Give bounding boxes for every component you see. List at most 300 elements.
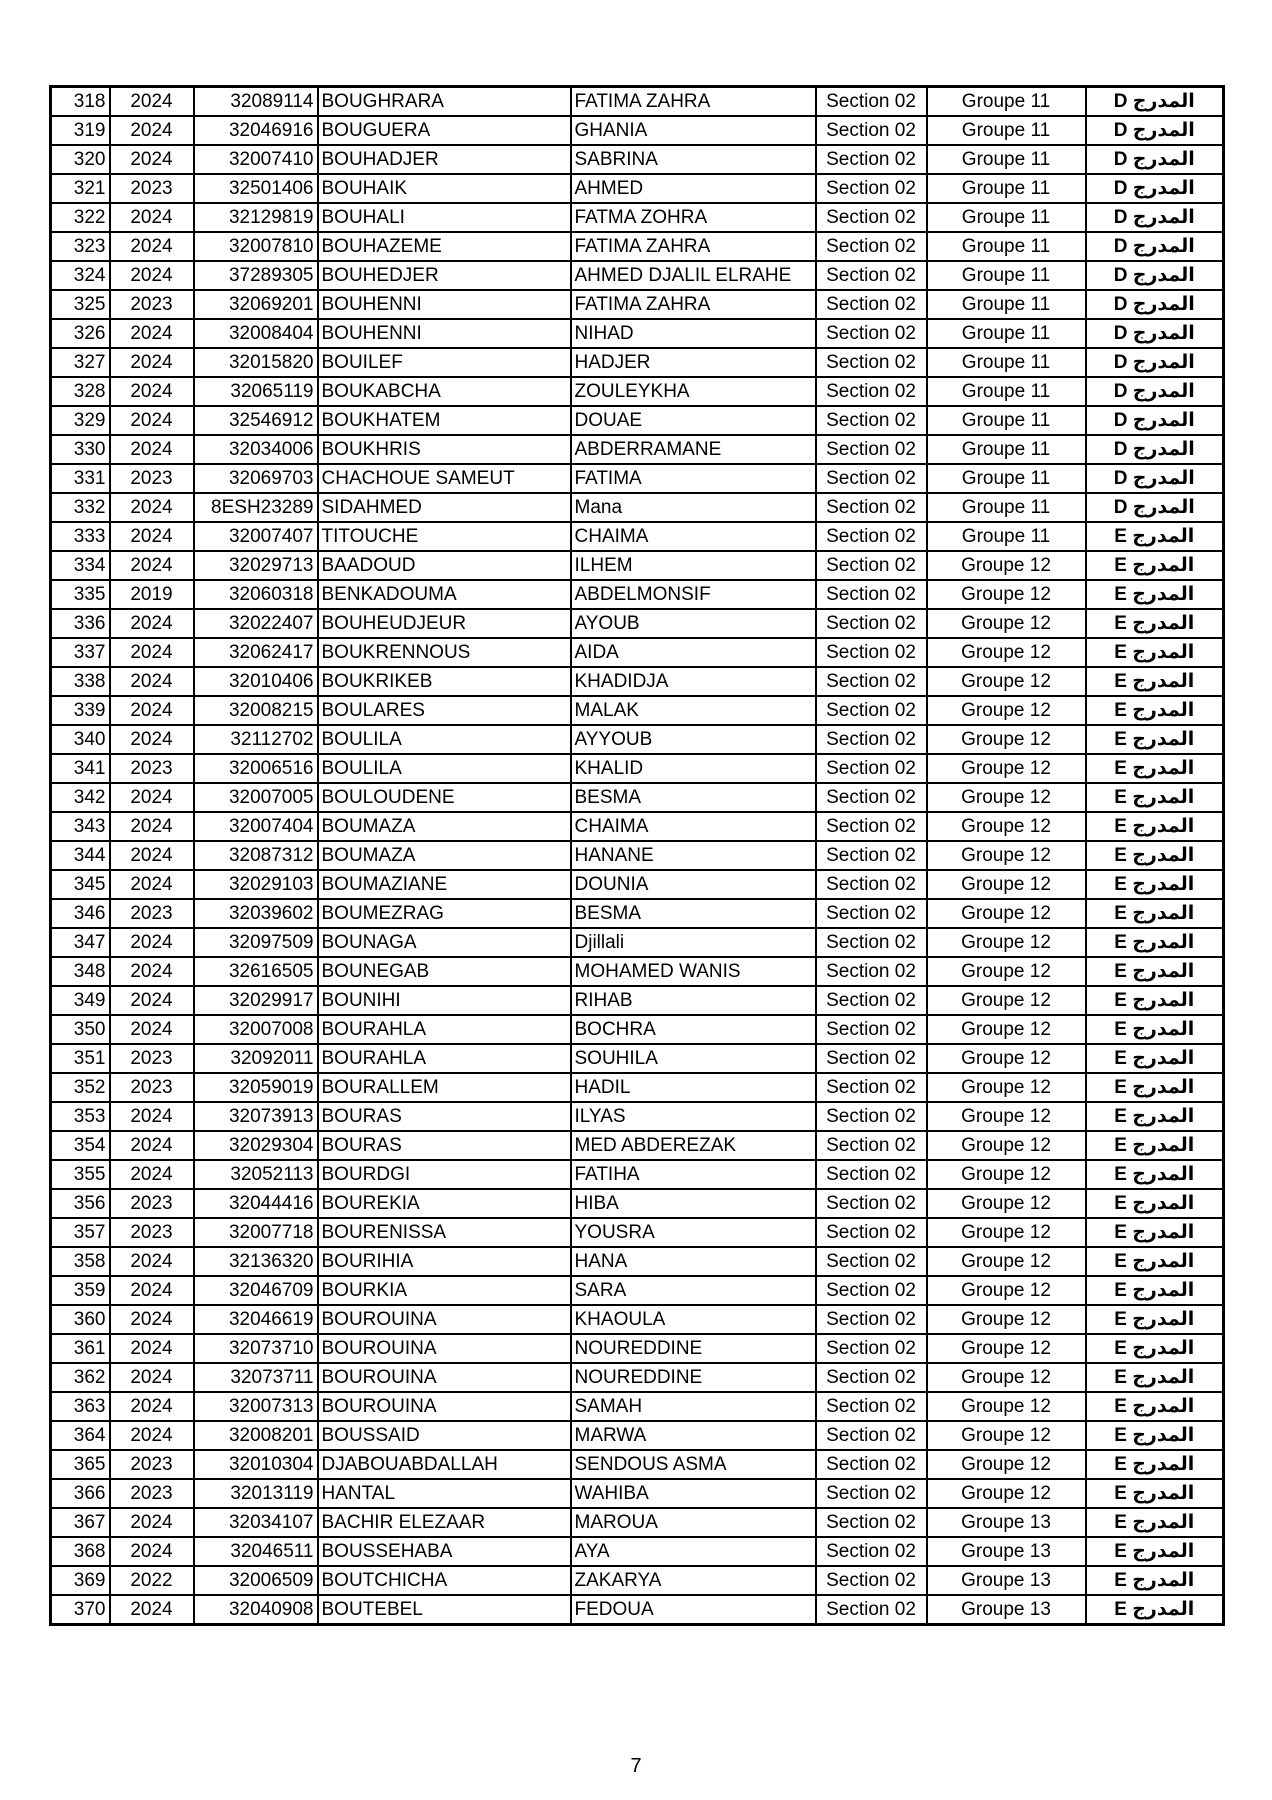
- hall-letter: E: [1114, 1425, 1127, 1446]
- last-name-cell: BOUMEZRAG: [318, 899, 571, 928]
- matricule-cell: 32015820: [194, 348, 318, 377]
- hall-label: المدرج: [1132, 932, 1195, 953]
- hall-label: المدرج: [1132, 1512, 1195, 1533]
- year-cell: 2024: [110, 1595, 194, 1625]
- table-row: [51, 725, 1224, 754]
- hall-cell: [1086, 348, 1224, 377]
- hall-label: المدرج: [1132, 874, 1195, 895]
- hall-letter: D: [1113, 120, 1128, 141]
- table-row: [51, 870, 1224, 899]
- row-number-cell: 352: [51, 1073, 110, 1102]
- hall-cell: [1086, 841, 1224, 870]
- first-name-cell: ABDERRAMANE: [571, 435, 816, 464]
- matricule-cell: 32007008: [194, 1015, 318, 1044]
- group-cell: Groupe 12: [927, 899, 1086, 928]
- section-cell: Section 02: [816, 754, 927, 783]
- hall-cell: [1086, 1189, 1224, 1218]
- matricule-cell: 32097509: [194, 928, 318, 957]
- first-name-cell: NIHAD: [571, 319, 816, 348]
- matricule-cell: 37289305: [194, 261, 318, 290]
- hall-label: المدرج: [1132, 1483, 1195, 1504]
- hall-letter: E: [1114, 700, 1127, 721]
- matricule-cell: 32008404: [194, 319, 318, 348]
- hall-label: المدرج: [1132, 1019, 1195, 1040]
- group-cell: Groupe 11: [927, 174, 1086, 203]
- row-number-cell: 327: [51, 348, 110, 377]
- hall-letter: E: [1114, 1106, 1127, 1127]
- year-cell: 2024: [110, 957, 194, 986]
- last-name-cell: BOULOUDENE: [318, 783, 571, 812]
- hall-cell: [1086, 725, 1224, 754]
- table-row: [51, 232, 1224, 261]
- table-row: [51, 203, 1224, 232]
- section-cell: Section 02: [816, 406, 927, 435]
- year-cell: 2024: [110, 1131, 194, 1160]
- hall-label: المدرج: [1132, 120, 1195, 141]
- hall-cell: [1086, 232, 1224, 261]
- row-number-cell: 347: [51, 928, 110, 957]
- hall-letter: E: [1114, 1367, 1127, 1388]
- year-cell: 2024: [110, 841, 194, 870]
- year-cell: 2023: [110, 1189, 194, 1218]
- group-cell: Groupe 12: [927, 957, 1086, 986]
- group-cell: Groupe 11: [927, 406, 1086, 435]
- row-number-cell: 349: [51, 986, 110, 1015]
- group-cell: Groupe 12: [927, 1218, 1086, 1247]
- hall-letter: D: [1113, 468, 1128, 489]
- last-name-cell: SIDAHMED: [318, 493, 571, 522]
- section-cell: Section 02: [816, 116, 927, 145]
- group-cell: Groupe 12: [927, 1189, 1086, 1218]
- hall-cell: [1086, 1421, 1224, 1450]
- table-row: [51, 551, 1224, 580]
- section-cell: Section 02: [816, 1073, 927, 1102]
- hall-label: المدرج: [1132, 352, 1195, 373]
- row-number-cell: 369: [51, 1566, 110, 1595]
- table-row: [51, 957, 1224, 986]
- section-cell: Section 02: [816, 1189, 927, 1218]
- matricule-cell: 32069703: [194, 464, 318, 493]
- last-name-cell: BOUNIHI: [318, 986, 571, 1015]
- section-cell: Section 02: [816, 522, 927, 551]
- table-row: [51, 928, 1224, 957]
- matricule-cell: 32029304: [194, 1131, 318, 1160]
- last-name-cell: BOUGUERA: [318, 116, 571, 145]
- last-name-cell: BOURAS: [318, 1102, 571, 1131]
- group-cell: Groupe 12: [927, 841, 1086, 870]
- group-cell: Groupe 12: [927, 1015, 1086, 1044]
- year-cell: 2024: [110, 1334, 194, 1363]
- hall-cell: [1086, 1218, 1224, 1247]
- section-cell: Section 02: [816, 261, 927, 290]
- group-cell: Groupe 13: [927, 1537, 1086, 1566]
- hall-label: المدرج: [1132, 1454, 1195, 1475]
- section-cell: Section 02: [816, 493, 927, 522]
- last-name-cell: DJABOUABDALLAH: [318, 1450, 571, 1479]
- row-number-cell: 368: [51, 1537, 110, 1566]
- matricule-cell: 32008215: [194, 696, 318, 725]
- section-cell: Section 02: [816, 725, 927, 754]
- first-name-cell: SOUHILA: [571, 1044, 816, 1073]
- table-row: [51, 1566, 1224, 1595]
- hall-cell: [1086, 609, 1224, 638]
- year-cell: 2024: [110, 1363, 194, 1392]
- hall-letter: D: [1113, 91, 1128, 112]
- hall-label: المدرج: [1132, 410, 1195, 431]
- table-row: [51, 812, 1224, 841]
- section-cell: Section 02: [816, 1276, 927, 1305]
- hall-label: المدرج: [1132, 1135, 1195, 1156]
- matricule-cell: 32616505: [194, 957, 318, 986]
- hall-cell: [1086, 667, 1224, 696]
- year-cell: 2024: [110, 203, 194, 232]
- hall-cell: [1086, 1450, 1224, 1479]
- hall-letter: E: [1114, 671, 1127, 692]
- matricule-cell: 32034006: [194, 435, 318, 464]
- matricule-cell: 32034107: [194, 1508, 318, 1537]
- row-number-cell: 367: [51, 1508, 110, 1537]
- group-cell: Groupe 12: [927, 1363, 1086, 1392]
- hall-letter: E: [1114, 1193, 1127, 1214]
- section-cell: Section 02: [816, 1305, 927, 1334]
- year-cell: 2023: [110, 1044, 194, 1073]
- last-name-cell: BOUKHATEM: [318, 406, 571, 435]
- row-number-cell: 351: [51, 1044, 110, 1073]
- first-name-cell: FATIMA ZAHRA: [571, 87, 816, 117]
- section-cell: Section 02: [816, 899, 927, 928]
- hall-label: المدرج: [1132, 236, 1195, 257]
- hall-letter: E: [1114, 1454, 1127, 1475]
- hall-letter: E: [1114, 990, 1127, 1011]
- hall-cell: [1086, 1276, 1224, 1305]
- section-cell: Section 02: [816, 1363, 927, 1392]
- last-name-cell: BOURAS: [318, 1131, 571, 1160]
- year-cell: 2024: [110, 696, 194, 725]
- first-name-cell: NOUREDDINE: [571, 1363, 816, 1392]
- matricule-cell: 32089114: [194, 87, 318, 117]
- matricule-cell: 32501406: [194, 174, 318, 203]
- section-cell: Section 02: [816, 319, 927, 348]
- first-name-cell: ZOULEYKHA: [571, 377, 816, 406]
- table-row: [51, 1421, 1224, 1450]
- last-name-cell: BOUSSEHABA: [318, 1537, 571, 1566]
- hall-label: المدرج: [1132, 1164, 1195, 1185]
- year-cell: 2024: [110, 1015, 194, 1044]
- last-name-cell: BOUMAZIANE: [318, 870, 571, 899]
- hall-label: المدرج: [1132, 1599, 1195, 1620]
- hall-letter: D: [1113, 207, 1128, 228]
- first-name-cell: FATIHA: [571, 1160, 816, 1189]
- last-name-cell: BOURDGI: [318, 1160, 571, 1189]
- year-cell: 2024: [110, 493, 194, 522]
- row-number-cell: 340: [51, 725, 110, 754]
- last-name-cell: BOUHALI: [318, 203, 571, 232]
- hall-letter: E: [1114, 1251, 1127, 1272]
- hall-label: المدرج: [1132, 323, 1195, 344]
- section-cell: Section 02: [816, 696, 927, 725]
- last-name-cell: BOULILA: [318, 725, 571, 754]
- section-cell: Section 02: [816, 957, 927, 986]
- table-row: [51, 667, 1224, 696]
- last-name-cell: BOUGHRARA: [318, 87, 571, 117]
- row-number-cell: 362: [51, 1363, 110, 1392]
- first-name-cell: GHANIA: [571, 116, 816, 145]
- table-row: [51, 1276, 1224, 1305]
- section-cell: Section 02: [816, 348, 927, 377]
- first-name-cell: AYOUB: [571, 609, 816, 638]
- hall-cell: [1086, 203, 1224, 232]
- hall-label: المدرج: [1132, 294, 1195, 315]
- hall-letter: D: [1113, 352, 1128, 373]
- hall-letter: E: [1114, 555, 1127, 576]
- matricule-cell: 32040908: [194, 1595, 318, 1625]
- matricule-cell: 32010304: [194, 1450, 318, 1479]
- hall-label: المدرج: [1132, 990, 1195, 1011]
- hall-cell: [1086, 1305, 1224, 1334]
- first-name-cell: RIHAB: [571, 986, 816, 1015]
- section-cell: Section 02: [816, 1044, 927, 1073]
- group-cell: Groupe 12: [927, 1044, 1086, 1073]
- row-number-cell: 341: [51, 754, 110, 783]
- hall-cell: [1086, 290, 1224, 319]
- section-cell: Section 02: [816, 609, 927, 638]
- hall-letter: E: [1114, 1396, 1127, 1417]
- last-name-cell: BOUHEUDJEUR: [318, 609, 571, 638]
- year-cell: 2024: [110, 348, 194, 377]
- group-cell: Groupe 12: [927, 1392, 1086, 1421]
- section-cell: Section 02: [816, 145, 927, 174]
- matricule-cell: 32052113: [194, 1160, 318, 1189]
- row-number-cell: 353: [51, 1102, 110, 1131]
- year-cell: 2024: [110, 638, 194, 667]
- last-name-cell: BOUMAZA: [318, 812, 571, 841]
- hall-label: المدرج: [1132, 1425, 1195, 1446]
- section-cell: Section 02: [816, 1508, 927, 1537]
- section-cell: Section 02: [816, 290, 927, 319]
- year-cell: 2023: [110, 1479, 194, 1508]
- row-number-cell: 356: [51, 1189, 110, 1218]
- hall-cell: [1086, 377, 1224, 406]
- hall-letter: E: [1114, 758, 1127, 779]
- hall-cell: [1086, 116, 1224, 145]
- table-row: [51, 145, 1224, 174]
- table-row: [51, 638, 1224, 667]
- hall-cell: [1086, 1160, 1224, 1189]
- hall-cell: [1086, 435, 1224, 464]
- group-cell: Groupe 12: [927, 667, 1086, 696]
- year-cell: 2024: [110, 1421, 194, 1450]
- first-name-cell: DOUNIA: [571, 870, 816, 899]
- row-number-cell: 335: [51, 580, 110, 609]
- first-name-cell: AYA: [571, 1537, 816, 1566]
- section-cell: Section 02: [816, 1479, 927, 1508]
- first-name-cell: CHAIMA: [571, 522, 816, 551]
- row-number-cell: 363: [51, 1392, 110, 1421]
- hall-letter: D: [1113, 381, 1128, 402]
- year-cell: 2024: [110, 145, 194, 174]
- hall-label: المدرج: [1132, 1193, 1195, 1214]
- table-row: [51, 261, 1224, 290]
- last-name-cell: BAADOUD: [318, 551, 571, 580]
- row-number-cell: 333: [51, 522, 110, 551]
- last-name-cell: BOUREKIA: [318, 1189, 571, 1218]
- last-name-cell: BOUMAZA: [318, 841, 571, 870]
- last-name-cell: BOUROUINA: [318, 1305, 571, 1334]
- matricule-cell: 32069201: [194, 290, 318, 319]
- hall-label: المدرج: [1132, 468, 1195, 489]
- group-cell: Groupe 11: [927, 232, 1086, 261]
- row-number-cell: 320: [51, 145, 110, 174]
- matricule-cell: 32546912: [194, 406, 318, 435]
- table-row: [51, 580, 1224, 609]
- year-cell: 2024: [110, 1305, 194, 1334]
- section-cell: Section 02: [816, 1595, 927, 1625]
- section-cell: Section 02: [816, 87, 927, 117]
- first-name-cell: FATIMA ZAHRA: [571, 290, 816, 319]
- first-name-cell: SARA: [571, 1276, 816, 1305]
- hall-letter: D: [1113, 497, 1128, 518]
- group-cell: Groupe 11: [927, 116, 1086, 145]
- table-row: [51, 319, 1224, 348]
- row-number-cell: 345: [51, 870, 110, 899]
- group-cell: Groupe 12: [927, 1334, 1086, 1363]
- group-cell: Groupe 12: [927, 783, 1086, 812]
- hall-letter: E: [1114, 729, 1127, 750]
- last-name-cell: CHACHOUE SAMEUT: [318, 464, 571, 493]
- first-name-cell: AHMED: [571, 174, 816, 203]
- hall-letter: E: [1114, 816, 1127, 837]
- year-cell: 2023: [110, 899, 194, 928]
- matricule-cell: 32006516: [194, 754, 318, 783]
- hall-letter: E: [1114, 642, 1127, 663]
- year-cell: 2023: [110, 1450, 194, 1479]
- hall-cell: [1086, 783, 1224, 812]
- hall-label: المدرج: [1132, 526, 1195, 547]
- row-number-cell: 359: [51, 1276, 110, 1305]
- first-name-cell: MALAK: [571, 696, 816, 725]
- year-cell: 2024: [110, 116, 194, 145]
- hall-label: المدرج: [1132, 1367, 1195, 1388]
- row-number-cell: 319: [51, 116, 110, 145]
- row-number-cell: 361: [51, 1334, 110, 1363]
- year-cell: 2024: [110, 551, 194, 580]
- row-number-cell: 339: [51, 696, 110, 725]
- row-number-cell: 318: [51, 87, 110, 117]
- hall-letter: E: [1114, 1599, 1127, 1620]
- table-row: [51, 1450, 1224, 1479]
- group-cell: Groupe 12: [927, 1102, 1086, 1131]
- hall-label: المدرج: [1132, 497, 1195, 518]
- year-cell: 2024: [110, 1247, 194, 1276]
- hall-label: المدرج: [1132, 1570, 1195, 1591]
- row-number-cell: 348: [51, 957, 110, 986]
- group-cell: Groupe 12: [927, 986, 1086, 1015]
- hall-cell: [1086, 319, 1224, 348]
- first-name-cell: MED ABDEREZAK: [571, 1131, 816, 1160]
- first-name-cell: Djillali: [571, 928, 816, 957]
- matricule-cell: 32007005: [194, 783, 318, 812]
- table-row: [51, 1131, 1224, 1160]
- table-row: [51, 1508, 1224, 1537]
- hall-cell: [1086, 1479, 1224, 1508]
- first-name-cell: BESMA: [571, 783, 816, 812]
- table-row: [51, 1044, 1224, 1073]
- matricule-cell: 32073913: [194, 1102, 318, 1131]
- group-cell: Groupe 12: [927, 725, 1086, 754]
- hall-letter: E: [1114, 1309, 1127, 1330]
- row-number-cell: 365: [51, 1450, 110, 1479]
- first-name-cell: ABDELMONSIF: [571, 580, 816, 609]
- hall-cell: [1086, 928, 1224, 957]
- hall-letter: E: [1114, 1483, 1127, 1504]
- section-cell: Section 02: [816, 580, 927, 609]
- last-name-cell: BOUROUINA: [318, 1392, 571, 1421]
- group-cell: Groupe 12: [927, 1450, 1086, 1479]
- matricule-cell: 32073710: [194, 1334, 318, 1363]
- last-name-cell: BOULARES: [318, 696, 571, 725]
- section-cell: Section 02: [816, 203, 927, 232]
- group-cell: Groupe 13: [927, 1566, 1086, 1595]
- hall-cell: [1086, 754, 1224, 783]
- hall-label: المدرج: [1132, 787, 1195, 808]
- first-name-cell: KHALID: [571, 754, 816, 783]
- hall-label: المدرج: [1132, 816, 1195, 837]
- hall-cell: [1086, 1595, 1224, 1625]
- year-cell: 2024: [110, 870, 194, 899]
- hall-label: المدرج: [1132, 671, 1195, 692]
- last-name-cell: BOUNAGA: [318, 928, 571, 957]
- row-number-cell: 334: [51, 551, 110, 580]
- first-name-cell: AIDA: [571, 638, 816, 667]
- year-cell: 2019: [110, 580, 194, 609]
- hall-label: المدرج: [1132, 729, 1195, 750]
- section-cell: Section 02: [816, 435, 927, 464]
- group-cell: Groupe 11: [927, 261, 1086, 290]
- year-cell: 2024: [110, 609, 194, 638]
- first-name-cell: AHMED DJALIL ELRAHE: [571, 261, 816, 290]
- hall-cell: [1086, 522, 1224, 551]
- table-row: [51, 1073, 1224, 1102]
- year-cell: 2024: [110, 725, 194, 754]
- table-row: [51, 290, 1224, 319]
- hall-letter: E: [1114, 1222, 1127, 1243]
- hall-label: المدرج: [1132, 613, 1195, 634]
- row-number-cell: 364: [51, 1421, 110, 1450]
- table-row: [51, 1247, 1224, 1276]
- first-name-cell: HANANE: [571, 841, 816, 870]
- first-name-cell: SENDOUS ASMA: [571, 1450, 816, 1479]
- table-row: [51, 899, 1224, 928]
- matricule-cell: 32046709: [194, 1276, 318, 1305]
- table-row: [51, 1305, 1224, 1334]
- hall-letter: E: [1114, 1048, 1127, 1069]
- hall-cell: [1086, 87, 1224, 117]
- matricule-cell: 32008201: [194, 1421, 318, 1450]
- first-name-cell: HADJER: [571, 348, 816, 377]
- table-row: [51, 493, 1224, 522]
- table-row: [51, 783, 1224, 812]
- last-name-cell: BOUHENNI: [318, 319, 571, 348]
- hall-letter: E: [1114, 1135, 1127, 1156]
- group-cell: Groupe 12: [927, 580, 1086, 609]
- matricule-cell: 32087312: [194, 841, 318, 870]
- row-number-cell: 354: [51, 1131, 110, 1160]
- row-number-cell: 325: [51, 290, 110, 319]
- table-row: [51, 406, 1224, 435]
- row-number-cell: 360: [51, 1305, 110, 1334]
- group-cell: Groupe 12: [927, 1276, 1086, 1305]
- matricule-cell: 32007718: [194, 1218, 318, 1247]
